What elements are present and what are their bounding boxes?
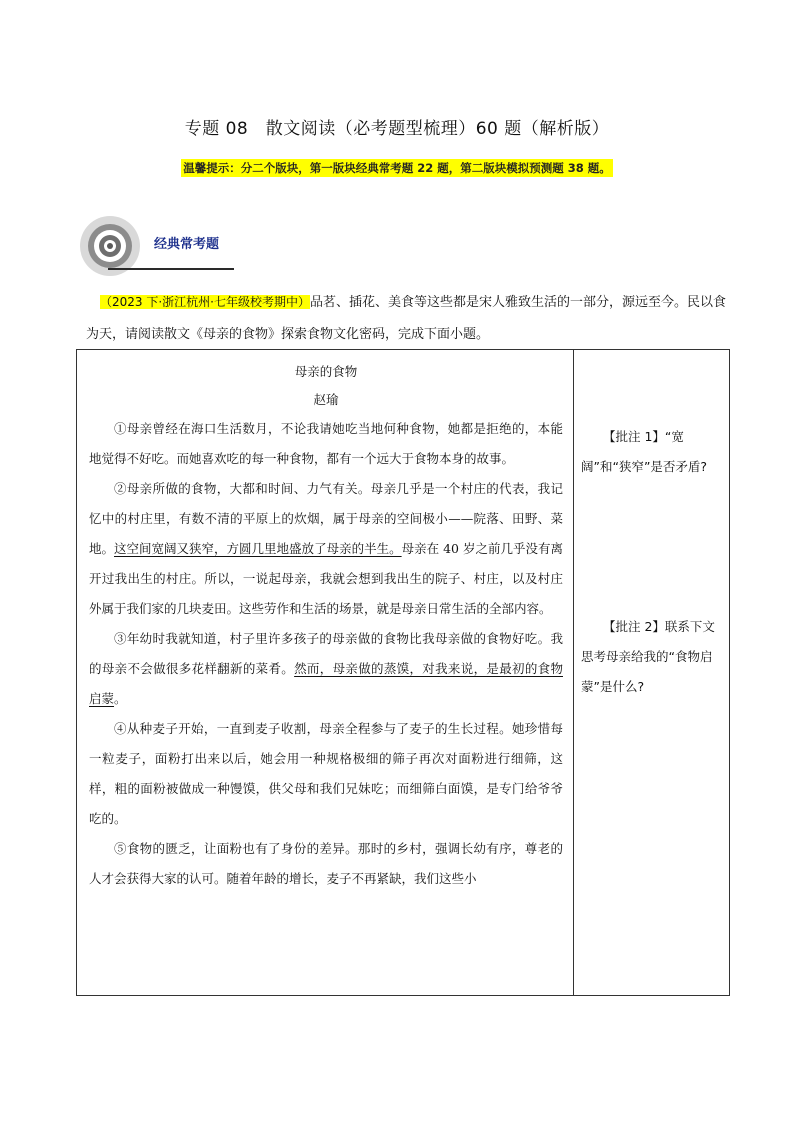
article-author: 赵瑜 [313, 392, 339, 407]
column-divider [573, 350, 574, 995]
paragraph-2-text-b: 母亲在 40 岁之前几乎没有离开过我出生的村庄。所以，一说起母亲，我就会想到我出生的院子、村庄，以及村庄外属于我们家的几块麦田。这些劳作和生活的场景，就是母亲日常生活的全部内容。 [89, 541, 563, 616]
paragraph-5: ⑤食物的匮乏，让面粉也有了身份的差异。那时的乡村，强调长幼有序，尊老的人才会获得大家的认可。随着年龄的增长，麦子不再紧缺，我们这些小 [89, 841, 563, 886]
paragraph-4: ④从种麦子开始，一直到麦子收割，母亲全程参与了麦子的生长过程。她珍惜每一粒麦子，面粉打出来以后，她会用一种规格极细的筛子再次对面粉进行细筛，这样，粗的面粉被做成一种馒馍，供父母和我们兄妹吃；而细筛白面馍，是专门给爷爷吃的。 [89, 721, 563, 826]
tip-text: 温馨提示：分二个版块，第一版块经典常考题 22 题，第二版块模拟预测题 38 题。 [183, 161, 611, 175]
underlined-sentence-2: 然而，母亲做的蒸馍，对我来说，是最初的食物启蒙 [89, 661, 563, 706]
paragraph-3-text-b: 。 [114, 691, 127, 706]
paragraph-2 [89, 474, 563, 624]
underlined-sentence-1: 这空间宽阔又狭窄，方圆几里地盛放了母亲的半生。 [114, 541, 402, 556]
question-source: （2023 下·浙江杭州·七年级校考期中） [100, 295, 310, 309]
paragraph-2-text-a: ②母亲所做的食物，大都和时间、力气有关。母亲几乎是一个村庄的代表，我记忆中的村庄里，有数不清的平原上的炊烟，属于母亲的空间极小——院落、田野、菜地。 [89, 481, 563, 556]
annotation-1: 【批注 1】“宽阔”和“狭窄”是否矛盾? [581, 429, 708, 474]
section-underline [108, 268, 234, 270]
page-title: 专题 08 散文阅读（必考题型梳理）60 题（解析版） [184, 119, 610, 139]
article-column [89, 358, 563, 894]
article-title: 母亲的食物 [294, 364, 358, 379]
intro-text: 品茗、插花、美食等这些都是宋人雅致生活的一部分，源远至今。民以食为天，请阅读散文《母亲的食物》探索食物文化密码，完成下面小题。 [86, 295, 726, 342]
section-label: 经典常考题 [154, 237, 220, 252]
paragraph-3-text-a: ③年幼时我就知道，村子里许多孩子的母亲做的食物比我母亲做的食物好吃。我的母亲不会做很多花样翻新的菜肴。 [89, 631, 563, 676]
annotation-2: 【批注 2】联系下文思考母亲给我的“食物启蒙”是什么? [581, 619, 715, 694]
reading-table [76, 349, 730, 996]
question-intro [86, 286, 726, 351]
tip-banner [0, 160, 794, 176]
paragraph-1: ①母亲曾经在海口生活数月，不论我请她吃当地何种食物，她都是拒绝的，本能地觉得不好吃。而她喜欢吃的每一种食物，都有一个远大于食物本身的故事。 [89, 421, 563, 466]
paragraph-3 [89, 624, 563, 714]
